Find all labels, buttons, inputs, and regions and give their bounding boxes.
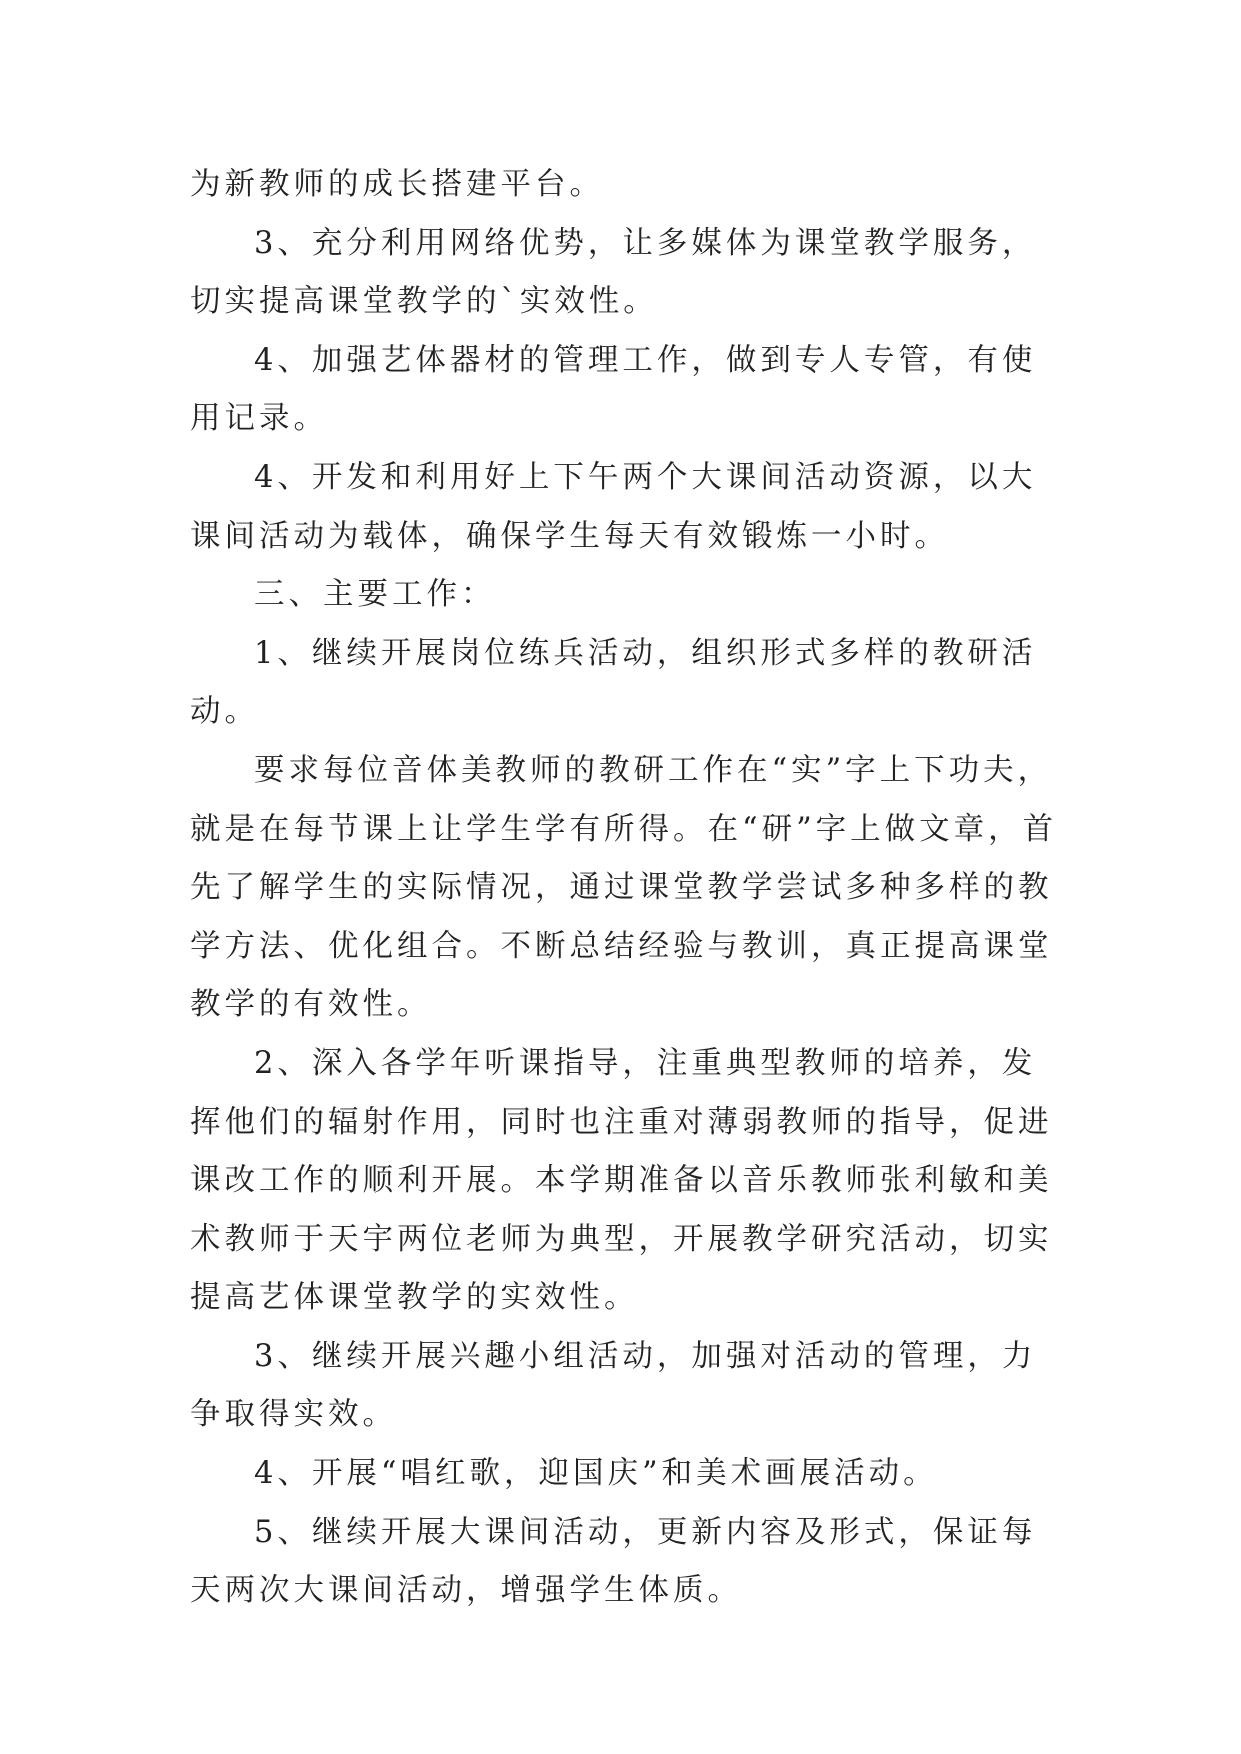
paragraph: 3、充分利用网络优势，让多媒体为课堂教学服务，切实提高课堂教学的`实效性。 — [190, 225, 1037, 320]
paragraph: 3、继续开展兴趣小组活动，加强对活动的管理，力争取得实效。 — [190, 1338, 1037, 1433]
paragraph: 要求每位音体美教师的教研工作在“实”字上下功夫，就是在每节课上让学生学有所得。在“研”字上做文章，首先了解学生的实际情况，通过课堂教学尝试多种多样的教学方法、优化组合。不断总结经验与教训，真正提高课堂教学的有效性。 — [190, 752, 1058, 1023]
paragraph: 1、继续开展岗位练兵活动，组织形式多样的教研活动。 — [190, 635, 1037, 730]
section-heading: 三、主要工作： — [254, 577, 496, 613]
paragraph: 为新教师的成长搭建平台。 — [190, 167, 604, 202]
paragraph: 4、开展“唱红歌，迎国庆”和美术画展活动。 — [254, 1456, 938, 1492]
paragraph: 4、加强艺体器材的管理工作，做到专人专管，有使用记录。 — [190, 342, 1037, 437]
paragraph: 5、继续开展大课间活动，更新内容及形式，保证每天两次大课间活动，增强学生体质。 — [190, 1514, 1037, 1609]
paragraph: 2、深入各学年听课指导，注重典型教师的培养，发挥他们的辐射作用，同时也注重对薄弱教师的指导，促进课改工作的顺利开展。本学期准备以音乐教师张利敏和美术教师于天宇两位老师为典型，开展教学研究活动，切实提高艺体课堂教学的实效性。 — [190, 1045, 1053, 1316]
paragraph: 4、开发和利用好上下午两个大课间活动资源，以大课间活动为载体，确保学生每天有效锻炼一小时。 — [190, 459, 1037, 554]
document-body — [190, 156, 1070, 1621]
